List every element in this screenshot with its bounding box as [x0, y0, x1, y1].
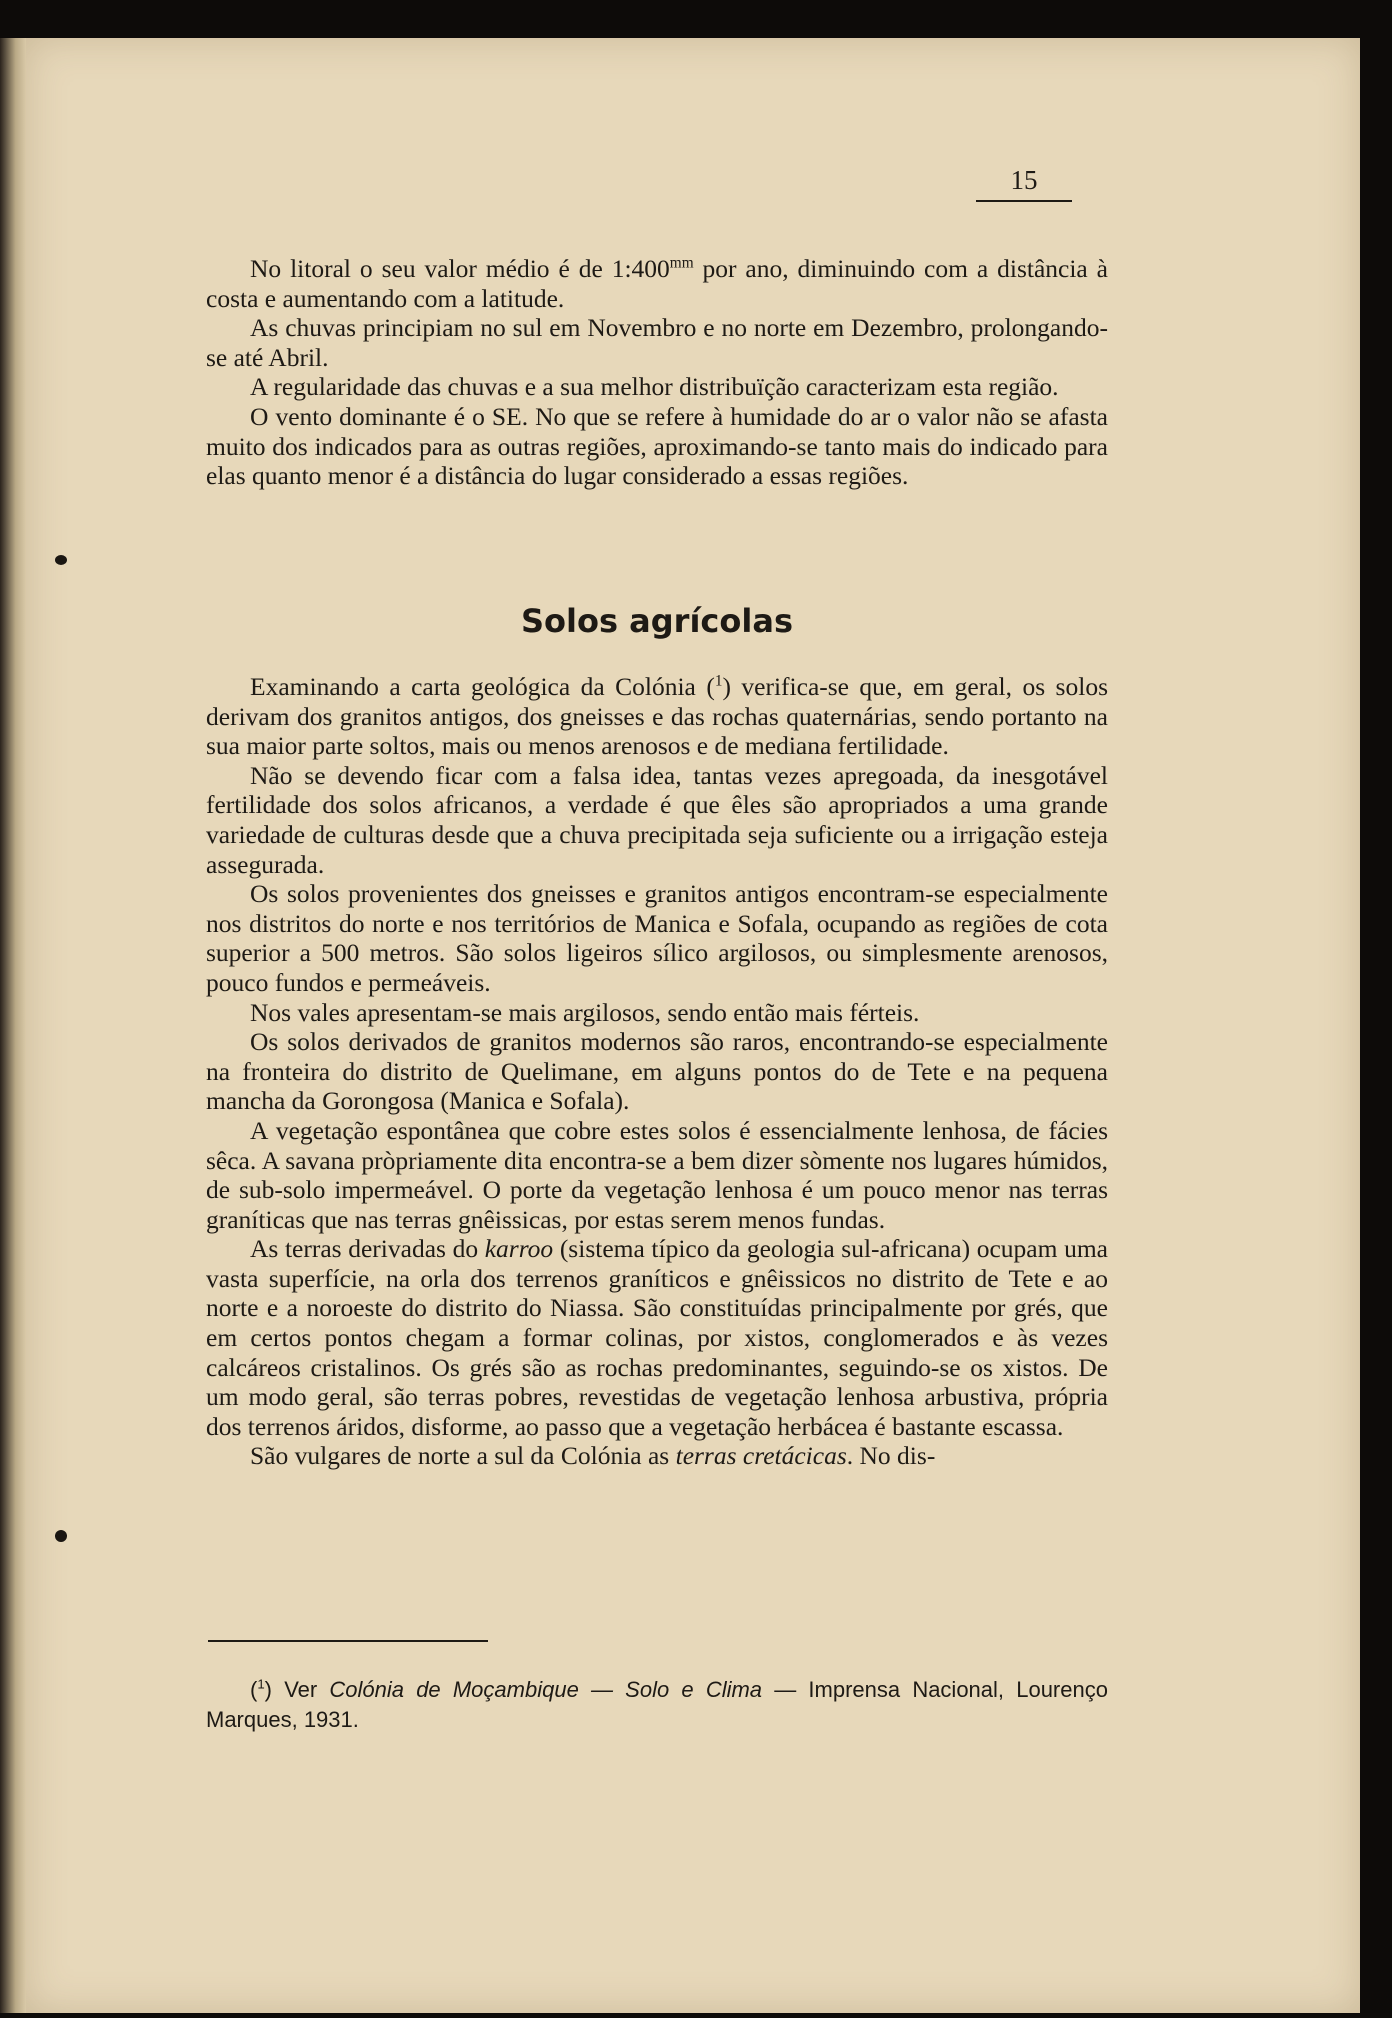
paragraph: Os solos provenientes dos gneisses e granitos antigos encontram-se especialmente nos distritos do norte e nos territórios de Manica e Sofala, ocupando as regiões de cota superior a 500 metros. São solos ligeiros sílico argilosos, ou simplesmente arenosos, pouco fundos e permeáveis.: [206, 879, 1108, 997]
soils-text-block: [206, 672, 1108, 1471]
paragraph: Os solos derivados de granitos modernos são raros, encontrando-se especialmente na fronteira do distrito de Quelimane, em alguns pontos do de Tete e na pequena mancha da Gorongosa (Manica e Sofala).: [206, 1027, 1108, 1116]
footnote-reference: 1: [714, 672, 723, 690]
paragraph: A vegetação espontânea que cobre estes solos é essencialmente lenhosa, de fácies sêca. A savana pròpriamente dita encontra-se a bem dizer sòmente nos lugares húmidos, de sub-solo impermeável. O porte da vegetação lenhosa é um pouco menor nas terras graníticas que nas terras gnêissicas, por estas serem menos fundas.: [206, 1115, 1108, 1234]
binding-edge: [0, 38, 26, 2013]
climate-text-block: [206, 254, 1108, 491]
footnote-marker: 1: [257, 1676, 265, 1692]
footnote-title: Colónia de Moçambique — Solo e Clima: [329, 1677, 763, 1702]
paragraph: Examinando a carta geológica da Colónia ($^1$) verifica-se que, em geral, os solos derivam dos granitos antigos, dos gneisses e das rochas quaternárias, sendo portanto na sua maior parte soltos, mais ou menos arenosos e de mediana fertilidade.: [206, 672, 1108, 761]
paragraph: As chuvas principiam no sul em Novembro e no norte em Dezembro, prolongando-se até Abril.: [206, 313, 1108, 372]
section-heading: Solos agrícolas: [521, 602, 793, 640]
margin-ink-mark: [55, 555, 67, 565]
paragraph: Não se devendo ficar com a falsa idea, tantas vezes apregoada, da inesgotável fertilidade dos solos africanos, a verdade é que êles são apropriados a uma grande variedade de culturas desde que a chuva precipitada seja suficiente ou a irrigação esteja assegurada.: [206, 760, 1108, 879]
paragraph: Nos vales apresentam-se mais argilosos, sendo então mais férteis.: [250, 997, 920, 1027]
paragraph: O vento dominante é o SE. No que se refere à humidade do ar o valor não se afasta muito dos indicados para as outras regiões, aproximando-se tanto mais do indicado para elas quanto menor é a distância do lugar considerado a essas regiões.: [206, 401, 1108, 491]
paragraph: No litoral o seu valor médio é de $1:400^{mm}$ por ano, diminuindo com a distância à costa e aumentando com a latitude.: [206, 254, 1108, 313]
paragraph: As terras derivadas do karroo (sistema típico da geologia sul-africana) ocupam uma vasta superfície, na orla dos terrenos graníticos e gnêissicos no distrito de Tete e ao norte e a noroeste do distrito do Niassa. São constituídas principalmente por grés, que em certos pontos chegam a formar colinas, por xistos, conglomerados e às vezes calcáreos cristalinos. Os grés são as rochas predominantes, seguindo-se os xistos. De um modo geral, são terras pobres, revestidas de vegetação lenhosa arbustiva, própria dos terrenos áridos, disforme, ao passo que a vegetação herbácea é bastante escassa.: [206, 1234, 1108, 1441]
footnote-rule: [208, 1640, 488, 1642]
unit-superscript: mm: [669, 254, 694, 272]
margin-ink-mark: [55, 1530, 67, 1542]
paragraph: São vulgares de norte a sul da Colónia as terras cretácicas. No dis-: [250, 1441, 936, 1471]
page-number: 15: [976, 164, 1072, 202]
paragraph: A regularidade das chuvas e a sua melhor distribuïção caracterizam esta região.: [250, 372, 1059, 402]
footnote: ($^1$) Ver Colónia de Moçambique — Solo e Clima — Imprensa Nacional, Lourenço Marques, 1931.: [206, 1676, 1108, 1732]
